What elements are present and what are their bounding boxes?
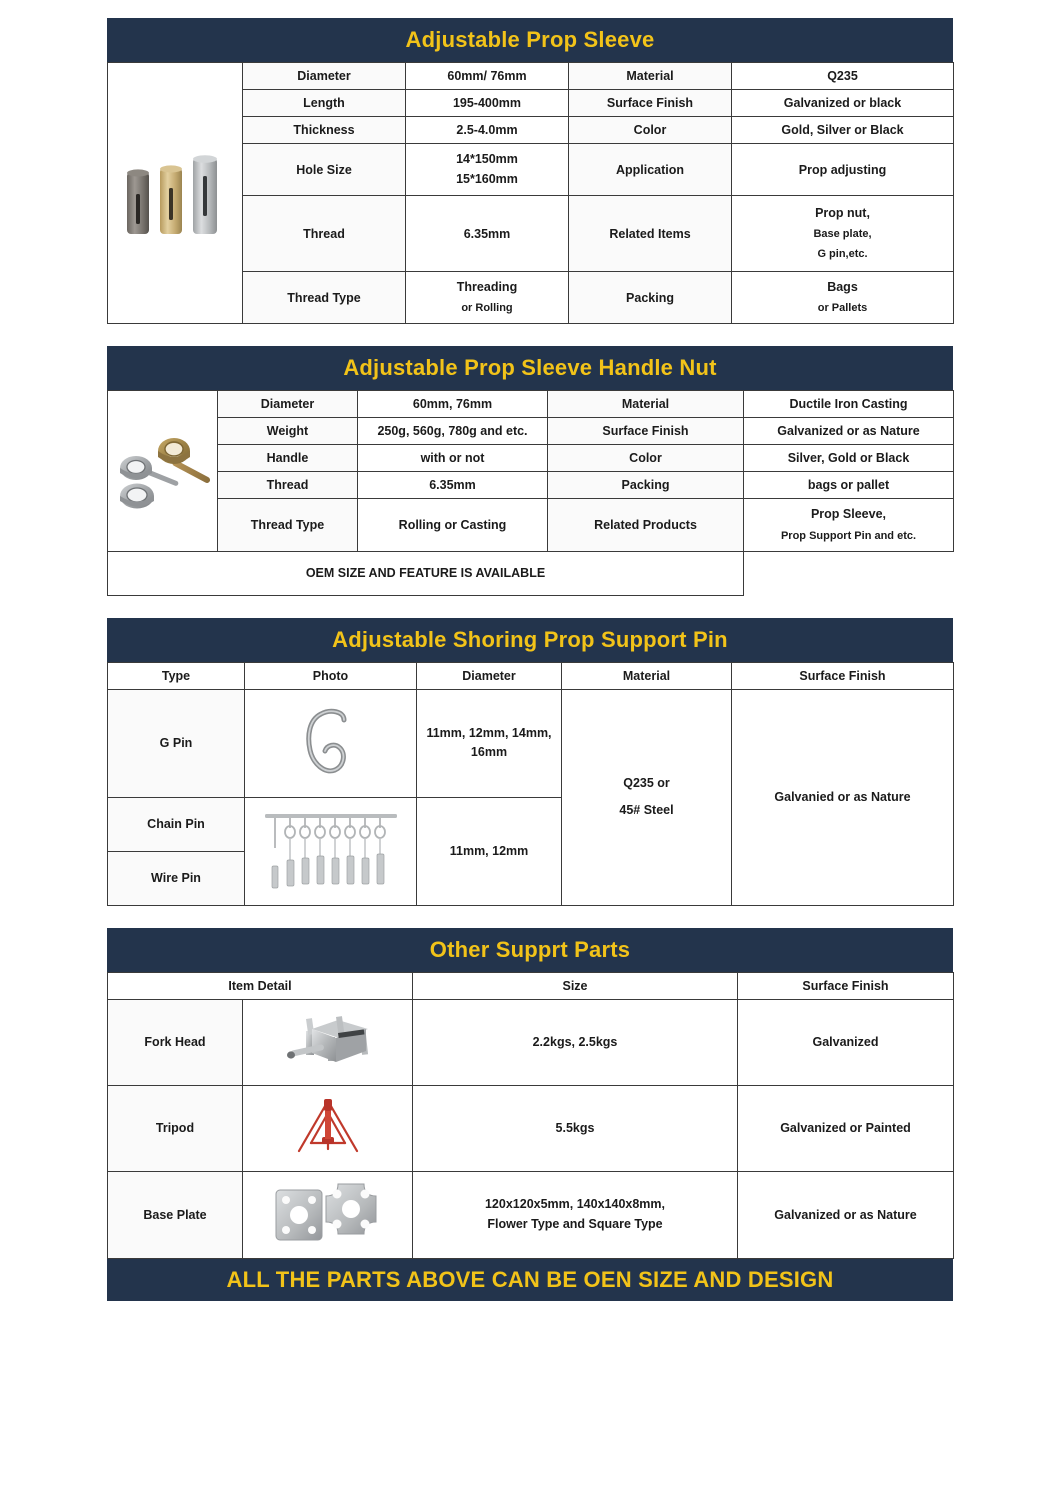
cell-value: 195-400mm (406, 90, 569, 117)
table-row (108, 689, 954, 797)
column-header-surface-finish: Surface Finish (732, 662, 954, 689)
cell-value (732, 196, 954, 272)
cell-value-line1: 120x120x5mm, 140x140x8mm, (484, 1197, 665, 1212)
cell-item-tripod: Tripod (108, 1085, 243, 1171)
section-title-handle-nut: Adjustable Prop Sleeve Handle Nut (107, 346, 953, 390)
cell-value: with or not (358, 445, 548, 472)
cell-item-base-plate: Base Plate (108, 1171, 243, 1258)
cell-value: 2.5-4.0mm (406, 117, 569, 144)
cell-label: Material (548, 391, 744, 418)
cell-value: 250g, 560g, 780g and etc. (358, 418, 548, 445)
cell-surface-finish: Galvanied or as Nature (732, 689, 954, 905)
cell-value-line2: 16mm (470, 745, 508, 760)
cell-item-fork-head: Fork Head (108, 999, 243, 1085)
spec-sheet-body (107, 0, 953, 1301)
cell-value-line1: Prop Sleeve, (810, 507, 887, 522)
cell-value: Prop adjusting (732, 144, 954, 196)
column-header-material: Material (562, 662, 732, 689)
section-title-support-pin: Adjustable Shoring Prop Support Pin (107, 618, 953, 662)
cell-value-line1: 11mm, 12mm, 14mm, (426, 725, 552, 740)
cell-label: Related Products (548, 499, 744, 551)
cell-value-line2: or Pallets (817, 302, 868, 315)
cell-finish-fork-head: Galvanized (738, 999, 954, 1085)
cell-label: Length (243, 90, 406, 117)
photo-base-plate (243, 1171, 413, 1258)
cell-label: Color (569, 117, 732, 144)
footer-banner: ALL THE PARTS ABOVE CAN BE OEN SIZE AND DESIGN (107, 1259, 953, 1301)
table-support-pin (107, 662, 954, 906)
cell-type-chain-pin: Chain Pin (108, 797, 245, 851)
cell-diameter-chain-wire: 11mm, 12mm (417, 797, 562, 905)
cell-value-line2: 45# Steel (619, 803, 674, 818)
cell-value-line2: 15*160mm (456, 171, 518, 186)
table-row (108, 472, 954, 499)
table-row-footnote (108, 551, 954, 595)
fork-head-icon (276, 1007, 380, 1077)
cell-value: Galvanized or black (732, 90, 954, 117)
cell-value-line1: 14*150mm (456, 152, 518, 167)
cell-value (406, 144, 569, 196)
cell-label: Weight (218, 418, 358, 445)
cell-value: Rolling or Casting (358, 499, 548, 551)
table-row (108, 999, 954, 1085)
cell-label: Packing (548, 472, 744, 499)
cell-label: Color (548, 445, 744, 472)
section-title-prop-sleeve: Adjustable Prop Sleeve (107, 18, 953, 62)
cell-value: Gold, Silver or Black (732, 117, 954, 144)
tripod-icon (289, 1093, 367, 1163)
cell-value: Silver, Gold or Black (744, 445, 954, 472)
cell-label: Thread (218, 472, 358, 499)
cell-value-line1: Prop nut, (815, 205, 870, 220)
cell-value: bags or pallet (744, 472, 954, 499)
cell-value (406, 272, 569, 324)
cell-label: Surface Finish (569, 90, 732, 117)
cell-type-g-pin: G Pin (108, 689, 245, 797)
cell-label: Hole Size (243, 144, 406, 196)
cell-label: Thread Type (218, 499, 358, 551)
table-row (108, 445, 954, 472)
table-header-row (108, 662, 954, 689)
table-row (108, 1085, 954, 1171)
table-header-row (108, 972, 954, 999)
photo-chain-wire-pins (245, 797, 417, 905)
cell-value-line3: G pin,etc. (817, 248, 868, 261)
column-header-photo: Photo (245, 662, 417, 689)
table-row (108, 499, 954, 551)
cell-diameter-g-pin (417, 689, 562, 797)
cell-label: Thread (243, 196, 406, 272)
cell-value: 6.35mm (358, 472, 548, 499)
cell-value-line1: Threading (456, 280, 518, 294)
cell-value-line1: Q235 or (623, 775, 670, 790)
cell-value-line1: Bags (827, 280, 858, 294)
column-header-item-detail: Item Detail (108, 972, 413, 999)
photo-g-pin (245, 689, 417, 797)
cell-value (744, 499, 954, 551)
cell-label: Thickness (243, 117, 406, 144)
cell-value: 60mm/ 76mm (406, 63, 569, 90)
cell-size-base-plate (413, 1171, 738, 1258)
table-row (108, 1171, 954, 1258)
photo-handle-nut-rings (108, 391, 218, 551)
table-row (108, 418, 954, 445)
cell-label: Diameter (243, 63, 406, 90)
cell-finish-tripod: Galvanized or Painted (738, 1085, 954, 1171)
table-other-parts (107, 972, 954, 1259)
cell-value: Ductile Iron Casting (744, 391, 954, 418)
column-header-type: Type (108, 662, 245, 689)
cell-value-line2: Base plate, (813, 228, 872, 241)
prop-sleeve-tubes-icon (115, 146, 235, 241)
photo-prop-sleeve-tubes (108, 63, 243, 324)
cell-label: Surface Finish (548, 418, 744, 445)
cell-label: Packing (569, 272, 732, 324)
table-row (108, 391, 954, 418)
cell-value: 60mm, 76mm (358, 391, 548, 418)
cell-finish-base-plate: Galvanized or as Nature (738, 1171, 954, 1258)
cell-label: Diameter (218, 391, 358, 418)
table-prop-sleeve (107, 62, 954, 324)
cell-value: 6.35mm (406, 196, 569, 272)
cell-value: Galvanized or as Nature (744, 418, 954, 445)
base-plate-icon (270, 1178, 386, 1252)
oem-note: OEM SIZE AND FEATURE IS AVAILABLE (108, 551, 744, 595)
cell-label: Thread Type (243, 272, 406, 324)
cell-label: Material (569, 63, 732, 90)
cell-value-line2: Prop Support Pin and etc. (780, 529, 917, 542)
column-header-size: Size (413, 972, 738, 999)
cell-value: Q235 (732, 63, 954, 90)
g-pin-icon (300, 706, 362, 780)
table-row (108, 63, 954, 90)
section-title-other-parts: Other Supprt Parts (107, 928, 953, 972)
cell-value-line2: or Rolling (461, 302, 513, 315)
cell-label: Handle (218, 445, 358, 472)
table-handle-nut (107, 390, 954, 595)
cell-type-wire-pin: Wire Pin (108, 851, 245, 905)
handle-nut-rings-icon (112, 423, 214, 519)
column-header-surface-finish: Surface Finish (738, 972, 954, 999)
photo-fork-head (243, 999, 413, 1085)
cell-value-line2: Flower Type and Square Type (487, 1216, 663, 1231)
cell-material (562, 689, 732, 905)
cell-size-tripod: 5.5kgs (413, 1085, 738, 1171)
cell-label: Related Items (569, 196, 732, 272)
chain-pin-icon (257, 804, 405, 898)
column-header-diameter: Diameter (417, 662, 562, 689)
cell-value (732, 272, 954, 324)
cell-size-fork-head: 2.2kgs, 2.5kgs (413, 999, 738, 1085)
cell-label: Application (569, 144, 732, 196)
photo-tripod (243, 1085, 413, 1171)
